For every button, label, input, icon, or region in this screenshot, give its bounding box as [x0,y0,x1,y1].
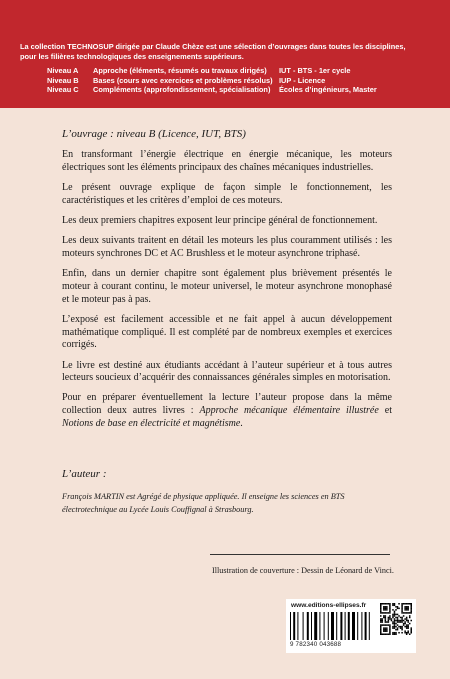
qr-module [392,626,394,628]
qr-module [406,632,408,634]
qr-module [392,605,394,607]
qr-module [389,617,391,619]
qr-module [388,617,390,619]
qr-module [397,617,399,619]
qr-module [382,618,384,620]
qr-module [397,620,399,622]
qr-module [391,618,393,620]
qr-module [392,632,394,634]
qr-module [401,609,403,611]
qr-module [383,624,385,626]
qr-module [383,612,385,614]
qr-module [385,633,387,635]
qr-module [380,615,382,617]
qr-module [388,620,390,622]
qr-module [383,617,385,619]
qr-module [404,623,406,625]
qr-module [410,630,412,632]
qr-module [406,618,408,620]
qr-module [406,633,408,635]
paragraph-8-end: . [240,417,243,429]
paragraph-8 [62,392,392,430]
qr-module [389,630,391,632]
qr-module [388,633,390,635]
qr-module [386,608,388,610]
qr-module [389,612,391,614]
qr-module [385,615,387,617]
intro-line-2: pour les filières technologiques des enseignements supérieurs. [20,51,244,61]
qr-module [388,612,390,614]
level-description: Approche (éléments, résumés ou travaux dirigés) [93,66,267,75]
qr-module [386,609,388,611]
level-name: Niveau A [47,66,79,75]
qr-module [404,609,406,611]
qr-module [389,624,391,626]
qr-module [401,627,403,629]
qr-module [401,620,403,622]
qr-module [389,615,391,617]
qr-module [406,608,408,610]
qr-module [386,612,388,614]
qr-module [389,626,391,628]
qr-module [400,627,402,629]
level-list [47,66,437,95]
qr-module [406,624,408,626]
qr-module [383,627,385,629]
qr-module [383,608,385,610]
barcode-bar [336,612,337,640]
qr-module [410,632,412,634]
qr-module [380,632,382,634]
qr-module [400,626,402,628]
qr-module [406,617,408,619]
qr-module [406,620,408,622]
qr-module [395,629,397,631]
qr-module [385,606,387,608]
barcode-bar [307,612,309,640]
qr-module [382,620,384,622]
qr-module [395,623,397,625]
barcode-bar [303,612,304,640]
qr-module [380,624,382,626]
qr-module [410,627,412,629]
qr-module [382,621,384,623]
qr-module [392,633,394,635]
qr-module [401,612,403,614]
qr-module [380,603,382,605]
qr-module [386,624,388,626]
qr-module [397,614,399,616]
qr-module [403,624,405,626]
qr-module [395,632,397,634]
qr-module [407,603,409,605]
qr-module [401,626,403,628]
qr-module [394,633,396,635]
barcode-panel [286,599,416,653]
barcode-bar [324,612,325,640]
qr-module [398,603,400,605]
qr-module [404,603,406,605]
qr-module [394,614,396,616]
qr-module [394,618,396,620]
qr-module [389,633,391,635]
level-name: Niveau C [47,85,79,95]
qr-module [400,621,402,623]
qr-module [383,603,385,605]
qr-module [409,603,411,605]
qr-module [386,606,388,608]
qr-module [394,605,396,607]
qr-module [386,603,388,605]
qr-module [380,627,382,629]
auteur-bio: François MARTIN est Agrégé de physique appliquée. Il enseigne les sciences en BTS électrotechnique au Lycée Louis Couffignal à Strasbourg. [62,492,345,514]
qr-module [389,603,391,605]
qr-module [394,627,396,629]
qr-module [380,608,382,610]
qr-module [394,612,396,614]
qr-module [407,612,409,614]
qr-module [403,603,405,605]
qr-module [397,608,399,610]
qr-module [385,624,387,626]
qr-module [407,626,409,628]
qr-module [389,627,391,629]
qr-module [407,621,409,623]
qr-module [410,629,412,631]
qr-module [409,615,411,617]
qr-module [407,606,409,608]
publisher-website: www.editions-ellipses.fr [291,602,367,609]
qr-module [382,612,384,614]
qr-module [392,615,394,617]
qr-module [386,629,388,631]
qr-module [401,617,403,619]
qr-module [401,605,403,607]
qr-module [406,627,408,629]
qr-module [394,621,396,623]
qr-module [395,626,397,628]
qr-module [389,618,391,620]
qr-module [380,612,382,614]
qr-module [385,620,387,622]
qr-module [382,603,384,605]
level-description: Compléments (approfondissement, spécialisation) [93,85,271,95]
qr-module [380,611,382,613]
qr-module [397,618,399,620]
qr-module [385,630,387,632]
paragraph-6: L’exposé est facilement accessible et ne fait appel à aucun développement mathématique compliqué. Il est complété par de nombreux exemples et exercices corrigés. [62,313,392,351]
barcode-bar [293,612,295,640]
qr-module [401,629,403,631]
barcode-bar [314,612,317,640]
qr-module [386,633,388,635]
paragraph-8-start: Pour en préparer éventuellement la lecture l’auteur propose dans la même collection deux autres livres : [62,392,392,417]
qr-module [388,621,390,623]
qr-module [380,626,382,628]
level-row-b [47,76,437,86]
isbn-number: 9 782340 043688 [290,641,342,648]
qr-module [389,606,391,608]
qr-module [406,606,408,608]
qr-module [410,620,412,622]
level-target: IUP - Licence [279,75,326,85]
barcode-bar [345,612,346,640]
qr-module [406,609,408,611]
qr-module [395,614,397,616]
qr-module [400,617,402,619]
qr-module [404,608,406,610]
qr-module [394,626,396,628]
level-row-c [47,85,437,95]
qr-module [380,621,382,623]
qr-module [392,627,394,629]
barcode-bar [331,612,334,640]
qr-module [404,618,406,620]
qr-module [398,626,400,628]
qr-module [395,617,397,619]
qr-module [406,612,408,614]
qr-module [407,624,409,626]
barcode-bar [369,612,370,640]
qr-module [394,623,396,625]
qr-module [394,620,396,622]
qr-module [389,605,391,607]
qr-module [385,627,387,629]
barcode-bar [297,612,298,640]
qr-module [392,623,394,625]
qr-module [394,624,396,626]
qr-module [380,620,382,622]
qr-module [389,629,391,631]
qr-module [392,614,394,616]
paragraph-2: Le présent ouvrage explique de façon simple le fonctionnement, les caractéristiques et les critères d’emploi de ces moteurs. [62,181,392,206]
ouvrage-description [62,149,392,438]
qr-module [403,615,405,617]
qr-module [382,633,384,635]
qr-module [383,633,385,635]
level-description: Bases (cours avec exercices et problèmes résolus) [93,75,273,85]
qr-module [401,621,403,623]
qr-module [406,626,408,628]
qr-module [380,630,382,632]
qr-module [409,617,411,619]
qr-module [392,621,394,623]
paragraph-1: En transformant l’énergie électrique en énergie mécanique, les moteurs électriques sont les éléments principaux des chaînes mécaniques industrielles. [62,149,392,173]
qr-module [410,606,412,608]
qr-module [397,624,399,626]
qr-module [404,630,406,632]
qr-module [388,624,390,626]
qr-module [404,606,406,608]
qr-module [403,623,405,625]
qr-module [404,626,406,628]
qr-module [410,612,412,614]
qr-module [380,606,382,608]
qr-module [398,608,400,610]
qr-module [380,609,382,611]
qr-module [380,633,382,635]
qr-module [380,605,382,607]
qr-module [407,608,409,610]
qr-module [407,609,409,611]
qr-module [394,611,396,613]
qr-module [410,603,412,605]
barcode-bar [348,612,350,640]
qr-module [383,629,385,631]
qr-module [383,615,385,617]
qr-module [401,611,403,613]
qr-module [385,621,387,623]
qr-module [385,612,387,614]
qr-module [385,617,387,619]
book-title-2: Notions de base en électricité et magnétisme [62,417,241,429]
collection-header [0,0,450,108]
qr-module [392,617,394,619]
qr-module [380,618,382,620]
qr-module [404,612,406,614]
qr-module [398,615,400,617]
qr-module [383,630,385,632]
qr-module [397,627,399,629]
qr-module [389,609,391,611]
qr-module [388,603,390,605]
barcode-bar [365,612,367,640]
qr-module [401,632,403,634]
qr-module [404,621,406,623]
qr-module [395,620,397,622]
qr-module [407,630,409,632]
qr-module [406,603,408,605]
barcode-bar [361,612,362,640]
qr-module [394,632,396,634]
qr-module [382,624,384,626]
barcode-bar [352,612,355,640]
cover-illustration-credit: Illustration de couverture : Dessin de Léonard de Vinci. [212,566,394,575]
barcode-bar [290,612,291,640]
auteur-title: L’auteur : [62,468,107,480]
qr-module [407,627,409,629]
qr-module [397,606,399,608]
barcode-bar [340,612,342,640]
qr-module [389,611,391,613]
isbn-barcode [290,612,374,640]
qr-module [385,603,387,605]
level-name: Niveau B [47,75,79,85]
qr-module [410,611,412,613]
qr-module [407,620,409,622]
qr-module [394,603,396,605]
qr-module [401,618,403,620]
barcode-bar [328,612,329,640]
qr-module [389,608,391,610]
qr-code-icon [380,603,412,635]
level-target: IUT - BTS - 1er cycle [279,66,351,75]
qr-module [403,620,405,622]
level-target: Écoles d’ingénieurs, Master [279,85,377,95]
qr-module [397,629,399,631]
paragraph-4: Les deux suivants traitent en détail les moteurs les plus couramment utilisés : les moteurs synchrones DC et AC Brushless et le moteur asynchrone triphasé. [62,235,392,259]
qr-module [401,603,403,605]
qr-module [385,608,387,610]
qr-module [410,609,412,611]
qr-module [385,629,387,631]
caption-divider [210,554,390,555]
barcode-bar [311,612,312,640]
book-title-1: Approche mécanique élémentaire illustrée [199,405,379,417]
paragraph-3: Les deux premiers chapitres exposent leur principe général de fonctionnement. [62,214,378,226]
qr-module [386,627,388,629]
qr-module [398,632,400,634]
ouvrage-title: L’ouvrage : niveau B (Licence, IUT, BTS) [62,128,246,140]
qr-module [394,615,396,617]
qr-module [395,609,397,611]
qr-module [389,632,391,634]
qr-module [410,608,412,610]
qr-module [409,623,411,625]
qr-module [398,620,400,622]
qr-module [407,632,409,634]
qr-module [404,632,406,634]
qr-module [386,630,388,632]
qr-module [380,629,382,631]
qr-module [385,618,387,620]
qr-module [409,633,411,635]
level-row-a [47,66,437,76]
collection-intro [20,42,435,61]
qr-module [397,621,399,623]
paragraph-8-and: et [378,405,392,417]
paragraph-7: Le livre est destiné aux étudiants accédant à l’auteur supérieur et à tous autres lecteurs soucieux d’acquérir des connaissances générales simples en motorisation. [62,359,392,384]
qr-module [388,618,390,620]
qr-module [403,612,405,614]
qr-module [398,621,400,623]
barcode-bar [357,612,358,640]
qr-module [386,621,388,623]
qr-module [401,608,403,610]
qr-module [392,603,394,605]
qr-module [385,609,387,611]
qr-module [391,620,393,622]
qr-module [383,606,385,608]
qr-module [401,606,403,608]
qr-module [409,612,411,614]
qr-module [383,609,385,611]
intro-line-1: La collection TECHNOSUP dirigée par Claude Chèze est une sélection d’ouvrages dans toutes les disciplines, [20,42,406,51]
qr-module [395,633,397,635]
qr-module [400,620,402,622]
barcode-bar [319,612,320,640]
qr-module [395,606,397,608]
qr-module [410,605,412,607]
qr-module [392,609,394,611]
paragraph-5: Enfin, dans un dernier chapitre sont également plus brièvement présentés le moteur à courant continu, le moteur universel, le moteur asynchrone monophasé et le moteur pas à pas. [62,268,392,305]
